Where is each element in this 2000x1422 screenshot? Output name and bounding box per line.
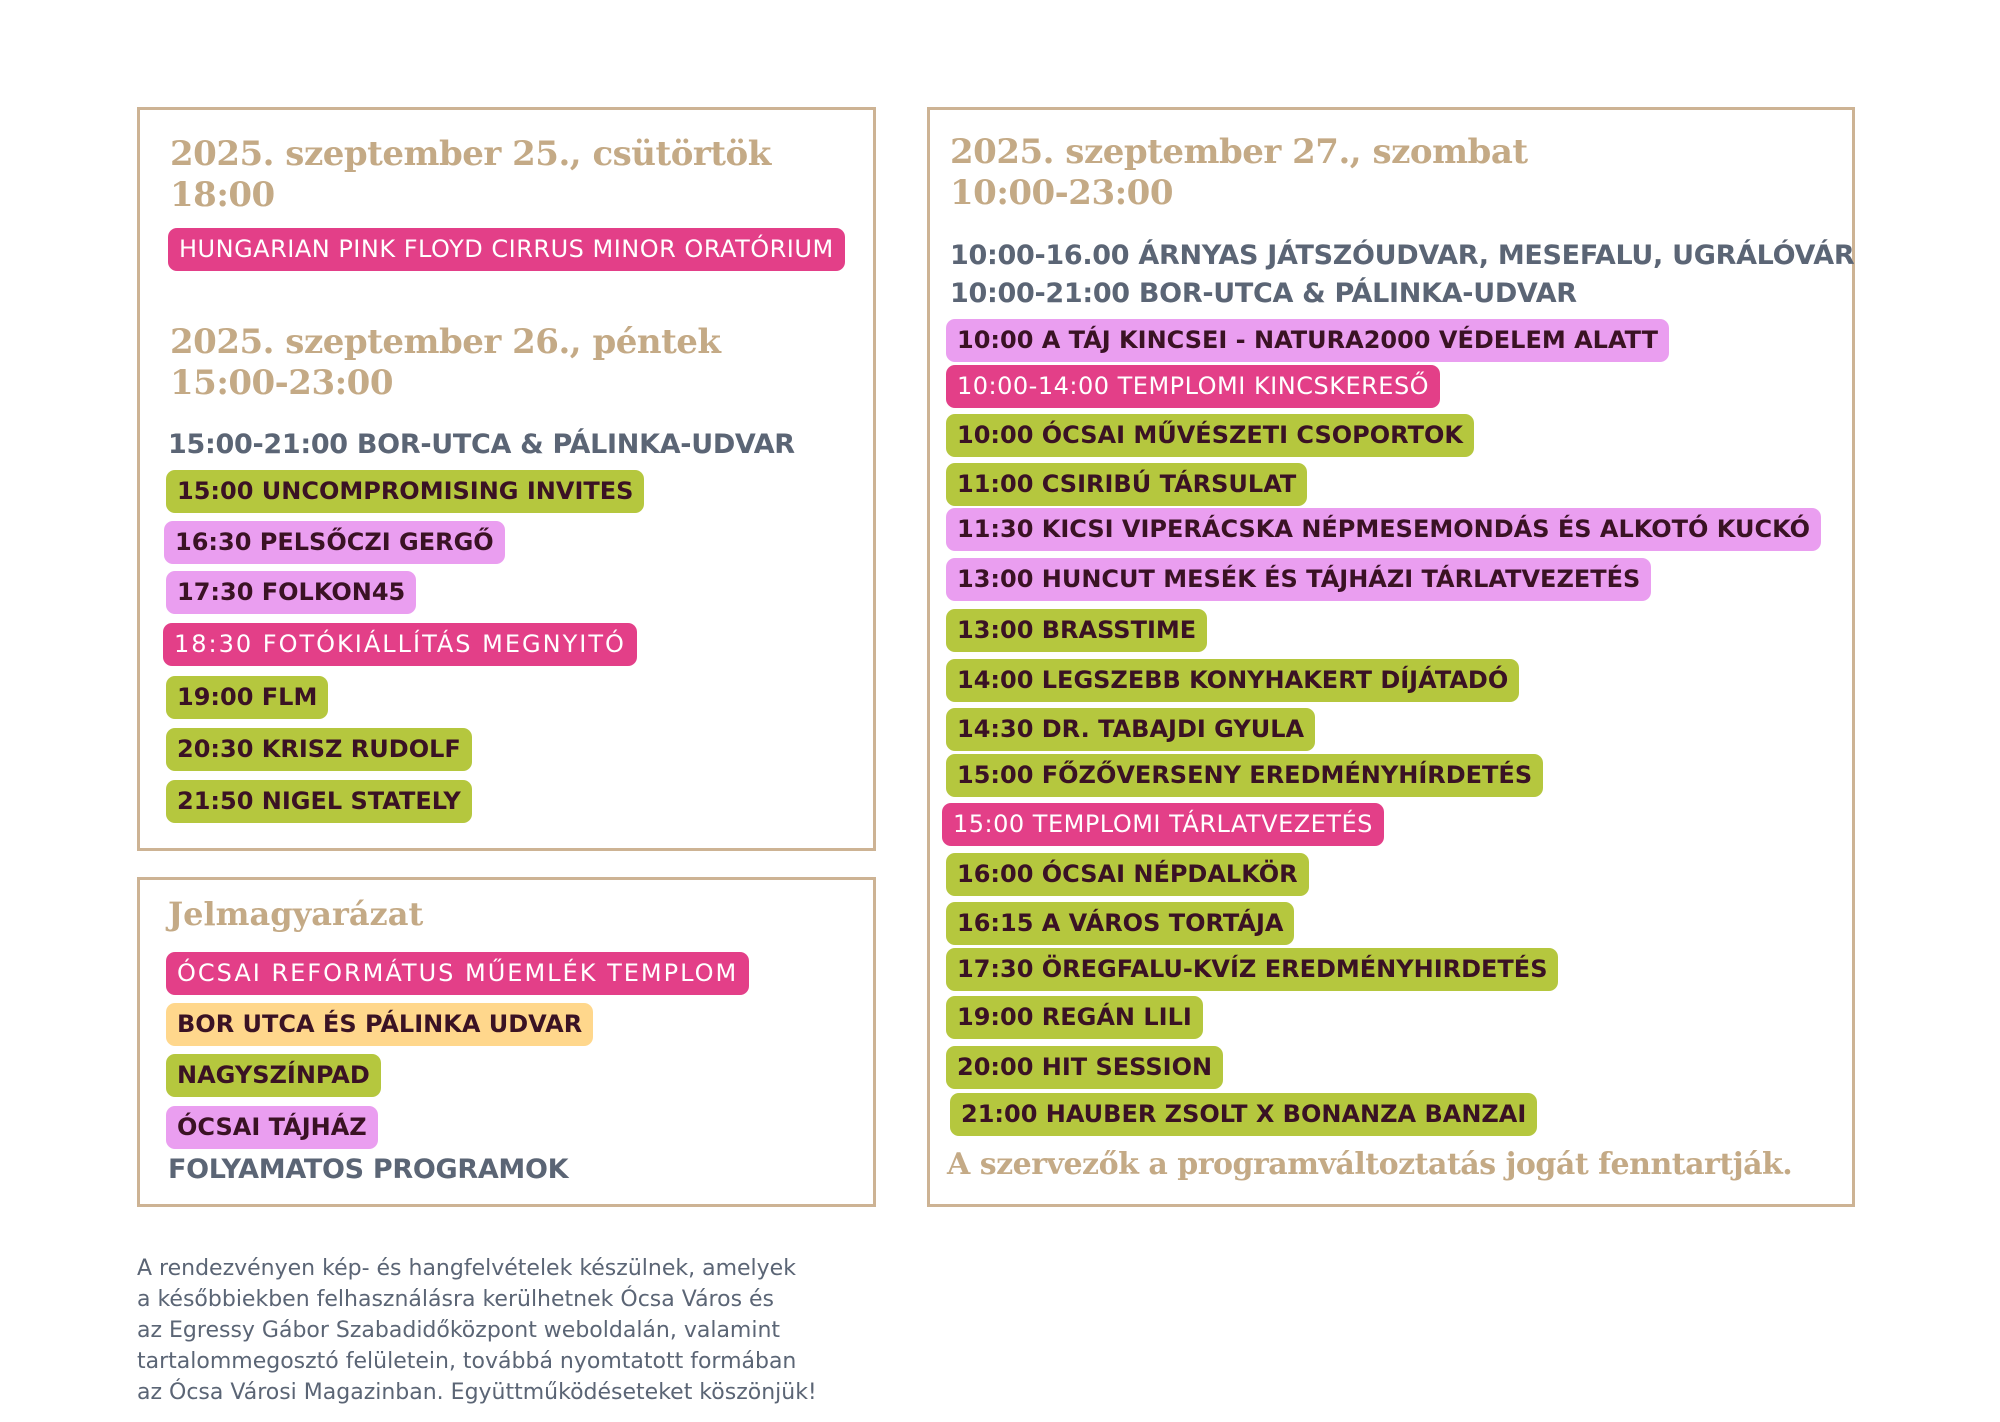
schedule-event: 17:30 ÖREGFALU-KVÍZ EREDMÉNYHIRDETÉS — [946, 948, 1558, 991]
disclaimer-line: A rendezvényen kép- és hangfelvételek készülnek, amelyek — [137, 1256, 796, 1281]
schedule-event: 11:00 CSIRIBÚ TÁRSULAT — [946, 463, 1307, 506]
legend-title: Jelmagyarázat — [168, 895, 424, 933]
schedule-event: 21:00 HAUBER ZSOLT X BONANZA BANZAI — [950, 1093, 1537, 1136]
disclaimer-line: tartalommegosztó felületein, továbbá nyomtatott formában — [137, 1349, 797, 1374]
disclaimer-line: a későbbiekben felhasználásra kerülhetnek Ócsa Város és — [137, 1287, 775, 1312]
thursday-friday-panel — [137, 107, 876, 851]
friday-time: 15:00-23:00 — [170, 363, 393, 403]
legend-continuous-label: FOLYAMATOS PROGRAMOK — [168, 1154, 569, 1185]
legend-item-bor-utca: BOR UTCA ÉS PÁLINKA UDVAR — [166, 1003, 593, 1046]
schedule-event: 16:00 ÓCSAI NÉPDALKÖR — [946, 853, 1309, 896]
continuous-program: 15:00-21:00 BOR-UTCA & PÁLINKA-UDVAR — [168, 429, 795, 460]
schedule-event: 14:00 LEGSZEBB KONYHAKERT DÍJÁTADÓ — [946, 659, 1519, 702]
schedule-event: 10:00 A TÁJ KINCSEI - NATURA2000 VÉDELEM ALATT — [946, 319, 1669, 362]
schedule-event: 10:00-14:00 TEMPLOMI KINCSKERESŐ — [946, 365, 1440, 408]
schedule-event: 19:00 REGÁN LILI — [946, 996, 1203, 1039]
saturday-time: 10:00-23:00 — [950, 173, 1173, 213]
legend-item-templom: ÓCSAI REFORMÁTUS MŰEMLÉK TEMPLOM — [166, 952, 749, 995]
legend-panel — [137, 877, 876, 1207]
schedule-event: 18:30 FOTÓKIÁLLÍTÁS MEGNYITÓ — [163, 623, 637, 666]
thursday-time: 18:00 — [170, 175, 275, 215]
continuous-program: 10:00-21:00 BOR-UTCA & PÁLINKA-UDVAR — [950, 278, 1577, 309]
organizer-note: A szervezők a programváltoztatás jogát fenntartják. — [947, 1147, 1793, 1182]
schedule-event: 19:00 FLM — [166, 676, 328, 719]
legend-item-tajhaz: ÓCSAI TÁJHÁZ — [166, 1106, 378, 1149]
legend-item-nagyszinpad: NAGYSZÍNPAD — [166, 1054, 381, 1097]
friday-date: 2025. szeptember 26., péntek — [170, 322, 721, 362]
schedule-event: 14:30 DR. TABAJDI GYULA — [946, 708, 1315, 751]
schedule-event: 13:00 HUNCUT MESÉK ÉS TÁJHÁZI TÁRLATVEZETÉS — [946, 558, 1651, 601]
schedule-event: 20:00 HIT SESSION — [946, 1046, 1223, 1089]
schedule-event: 21:50 NIGEL STATELY — [166, 780, 472, 823]
thursday-date: 2025. szeptember 25., csütörtök — [170, 134, 771, 174]
schedule-event: 16:30 PELSŐCZI GERGŐ — [164, 521, 505, 564]
schedule-event: HUNGARIAN PINK FLOYD CIRRUS MINOR ORATÓRIUM — [168, 228, 845, 271]
schedule-event: 15:00 FŐZŐVERSENY EREDMÉNYHÍRDETÉS — [946, 754, 1543, 797]
continuous-program: 10:00-16.00 ÁRNYAS JÁTSZÓUDVAR, MESEFALU, UGRÁLÓVÁR — [950, 240, 1855, 271]
photo-disclaimer — [137, 1253, 877, 1408]
schedule-event: 16:15 A VÁROS TORTÁJA — [946, 902, 1294, 945]
schedule-event: 13:00 BRASSTIME — [946, 609, 1207, 652]
schedule-event: 10:00 ÓCSAI MŰVÉSZETI CSOPORTOK — [946, 414, 1474, 457]
schedule-event: 11:30 KICSI VIPERÁCSKA NÉPMESEMONDÁS ÉS ALKOTÓ KUCKÓ — [946, 508, 1821, 551]
saturday-date: 2025. szeptember 27., szombat — [950, 132, 1528, 172]
schedule-event: 15:00 UNCOMPROMISING INVITES — [166, 470, 644, 513]
schedule-event: 20:30 KRISZ RUDOLF — [166, 728, 472, 771]
disclaimer-line: az Egressy Gábor Szabadidőközpont weboldalán, valamint — [137, 1318, 781, 1343]
saturday-panel — [927, 107, 1855, 1207]
schedule-event: 17:30 FOLKON45 — [166, 571, 416, 614]
schedule-event: 15:00 TEMPLOMI TÁRLATVEZETÉS — [942, 803, 1384, 846]
disclaimer-line: az Ócsa Városi Magazinban. Együttműködéseteket köszönjük! — [137, 1380, 817, 1405]
